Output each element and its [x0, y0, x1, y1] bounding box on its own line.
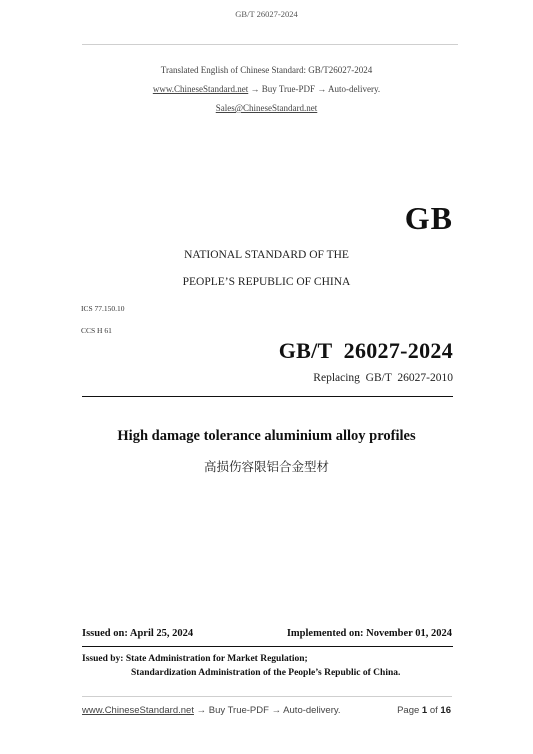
date-divider	[82, 646, 453, 647]
email-link[interactable]: Sales@ChineseStandard.net	[215, 103, 318, 113]
running-header: GB/T 26027-2024	[235, 9, 298, 19]
title-english: High damage tolerance aluminium alloy profiles	[117, 428, 416, 444]
footer-buy-line	[82, 705, 341, 716]
email-line	[0, 103, 533, 113]
ics-code: ICS 77.150.10	[81, 304, 125, 313]
footer-website-link[interactable]: www.ChineseStandard.net	[82, 705, 194, 716]
total-pages: 16	[440, 705, 451, 716]
issued-on-date: Issued on: April 25, 2024	[82, 628, 194, 639]
title-chinese: 高损伤容限铝合金型材	[203, 459, 329, 474]
website-link[interactable]: www.ChineseStandard.net	[152, 84, 249, 94]
page-number: 1	[421, 705, 428, 716]
footer-buy-text: → Buy True-PDF → Auto-delivery.	[193, 705, 341, 716]
issued-by-line2: Standardization Administration of the People’s Republic of China.	[131, 668, 401, 678]
buy-line	[0, 84, 533, 94]
standard-number: GB/T 26027-2024	[278, 338, 453, 363]
header-divider	[82, 44, 458, 45]
footer-divider	[82, 696, 452, 697]
issued-by-line1: Issued by: State Administration for Market Regulation;	[82, 654, 308, 664]
page-label: Page	[397, 705, 420, 716]
ccs-code: CCS H 61	[81, 326, 112, 335]
replacing-note: Replacing GB/T 26027-2010	[313, 372, 453, 384]
translation-notice: Translated English of Chinese Standard: GB/T26027-2024	[160, 65, 373, 75]
title-divider	[82, 396, 453, 397]
national-standard-line1: NATIONAL STANDARD OF THE	[184, 249, 349, 261]
implemented-on-date: Implemented on: November 01, 2024	[286, 628, 452, 639]
gb-mark: GB	[404, 200, 453, 236]
buy-text: → Buy True-PDF → Auto-delivery.	[248, 84, 381, 94]
of-label: of	[429, 705, 438, 716]
page-indicator	[397, 705, 451, 716]
national-standard-line2: PEOPLE’S REPUBLIC OF CHINA	[182, 276, 351, 288]
